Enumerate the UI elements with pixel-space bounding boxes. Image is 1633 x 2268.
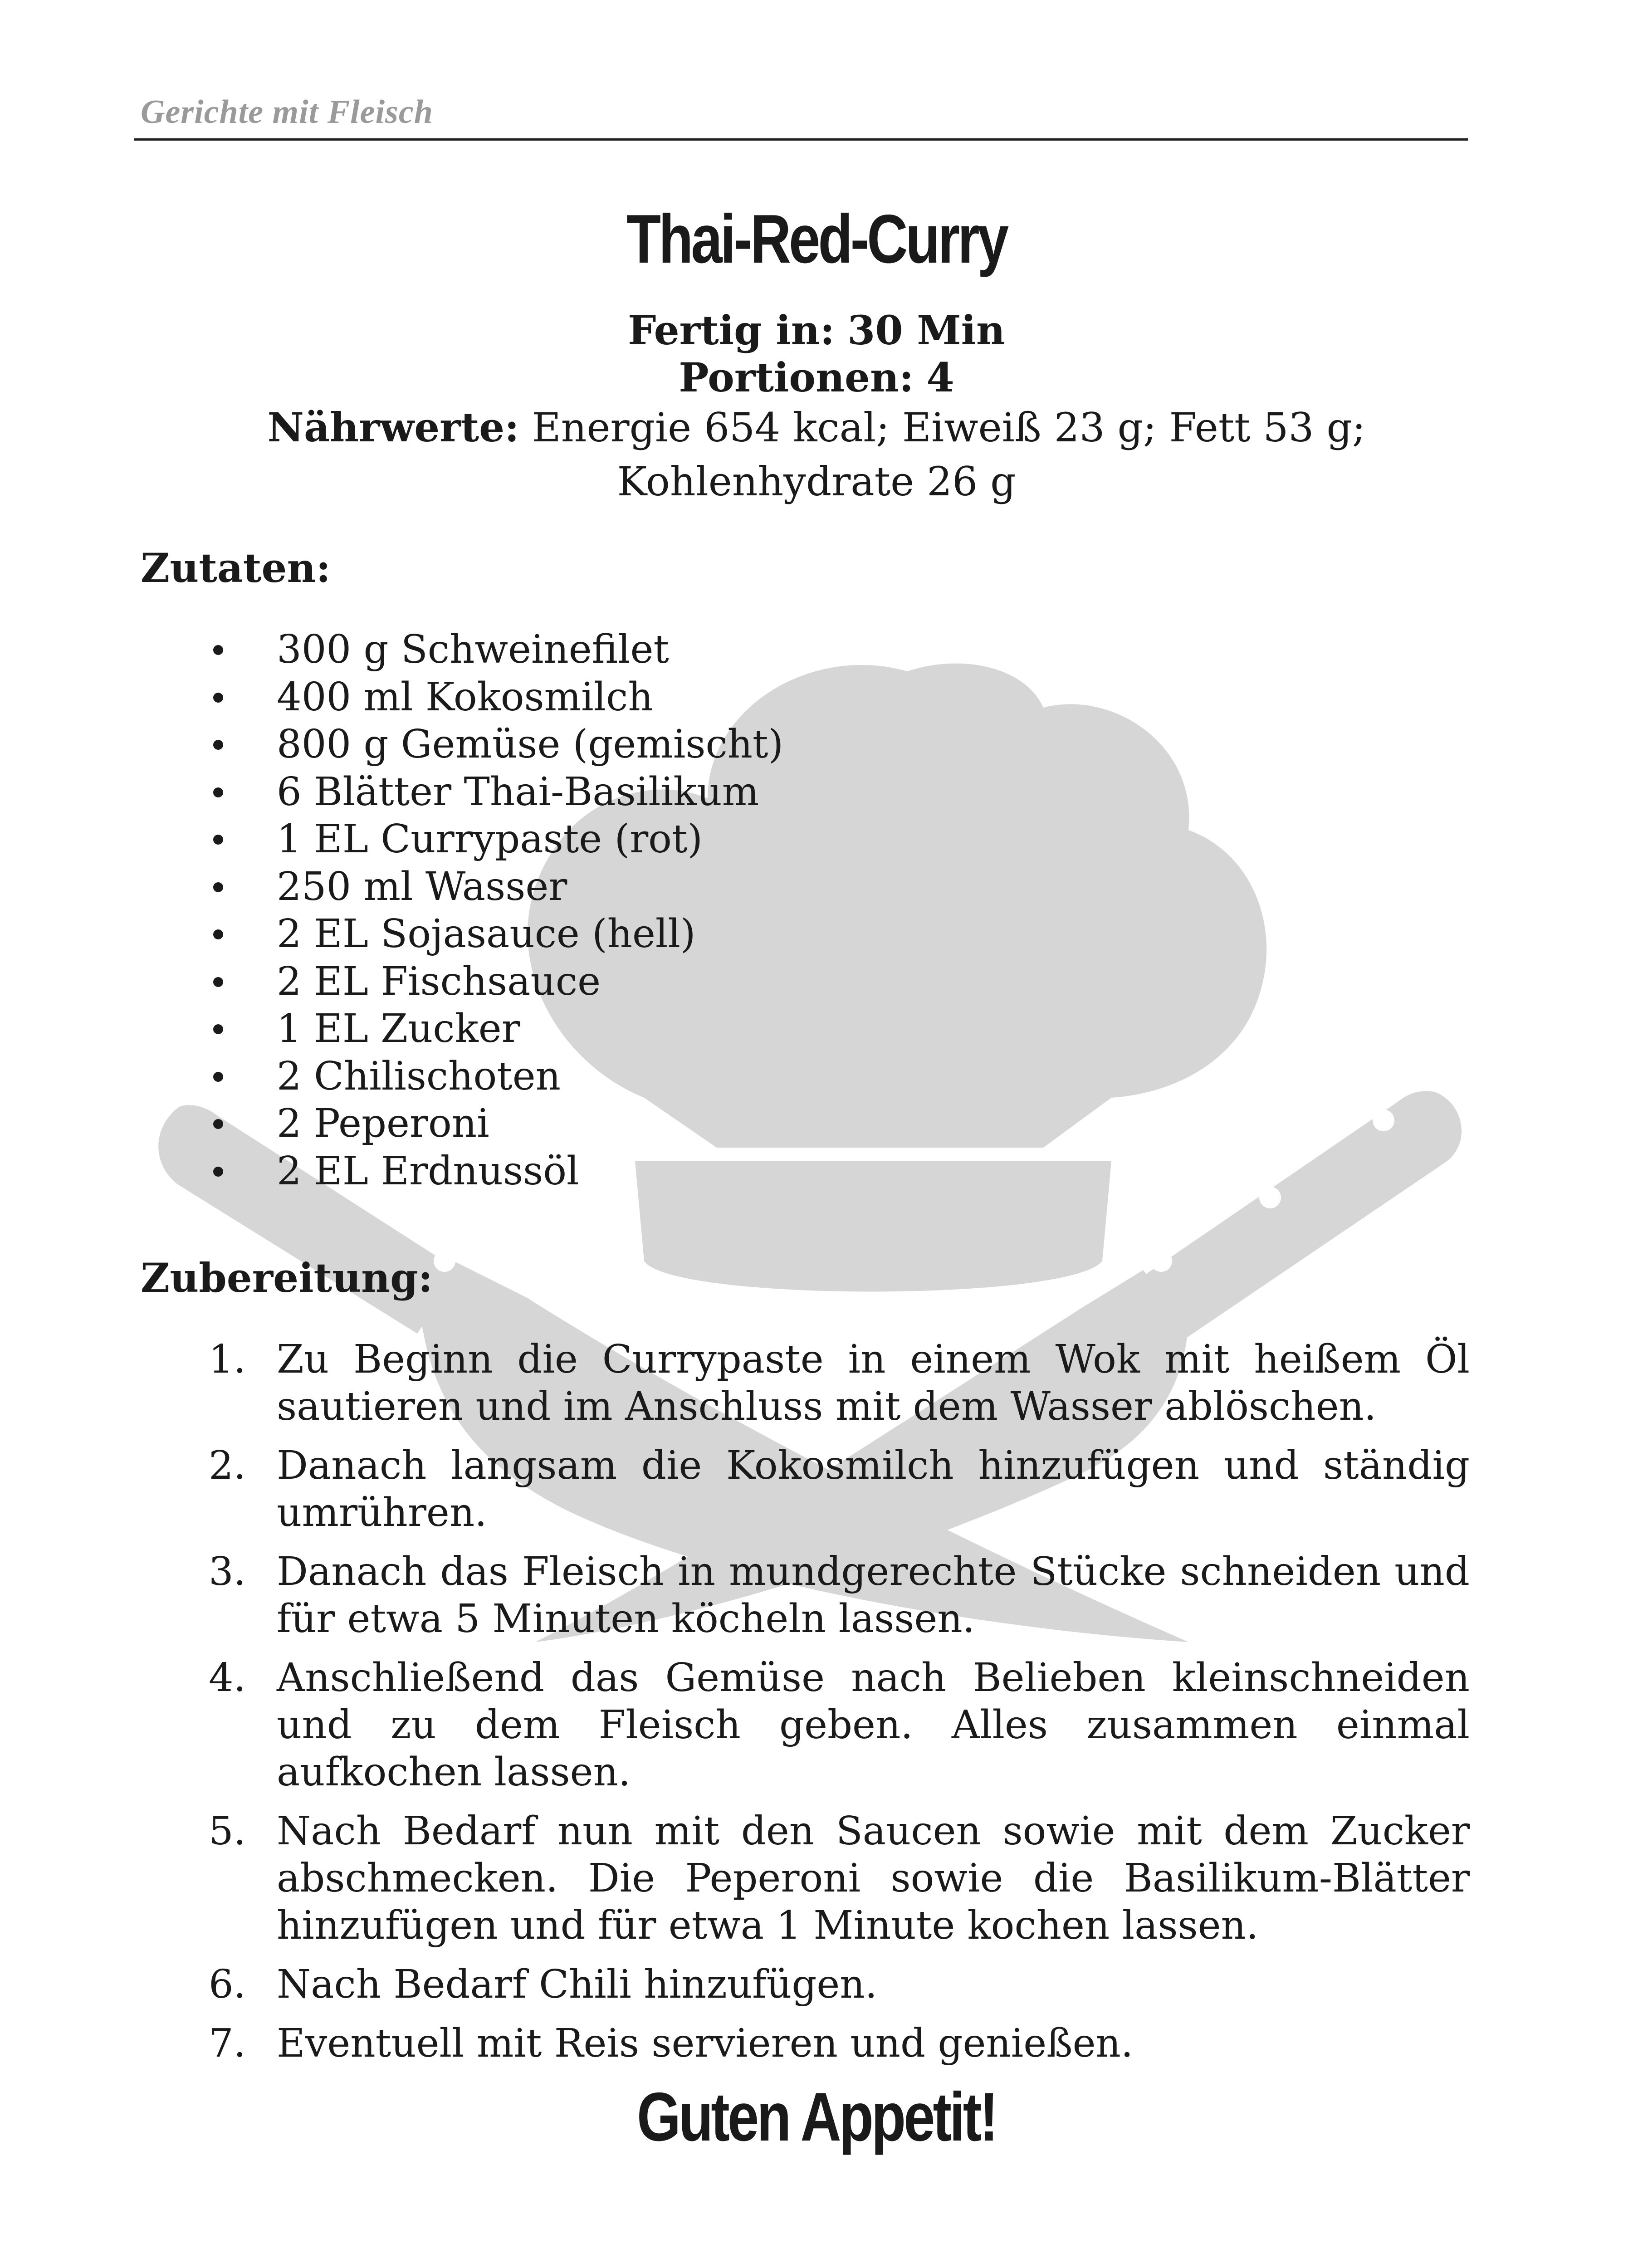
recipe-title: Thai-Red-Curry	[626, 200, 1007, 278]
closing-line: Guten Appetit!	[637, 2078, 996, 2156]
bullet-icon	[213, 787, 223, 797]
bullet-icon	[213, 929, 223, 939]
step-item	[136, 1442, 1470, 1536]
ingredient-item: 1 EL Zucker	[136, 1005, 783, 1053]
ingredient-item: 250 ml Wasser	[136, 863, 783, 911]
ready-value: 30 Min	[847, 307, 1006, 354]
bullet-icon	[213, 977, 223, 987]
step-item	[136, 2020, 1470, 2067]
bullet-icon	[213, 1119, 223, 1129]
step-text: Nach Bedarf Chili hinzufügen.	[277, 1962, 878, 2007]
step-text: Zu Beginn die Currypaste in einem Wok mit heißem Öl sautieren und im Anschluss mit dem Wasser ablöschen.	[277, 1337, 1470, 1429]
preparation-steps	[136, 1336, 1470, 2079]
ingredient-item: 400 ml Kokosmilch	[136, 674, 783, 721]
step-number: 1.	[209, 1337, 246, 1382]
step-item	[136, 1548, 1470, 1642]
ingredient-item: 2 Chilischoten	[136, 1053, 783, 1100]
ingredient-item: 2 EL Sojasauce (hell)	[136, 910, 783, 958]
ingredient-item: 2 EL Fischsauce	[136, 958, 783, 1006]
bullet-icon	[213, 1024, 223, 1034]
ingredient-item: 6 Blätter Thai-Basilikum	[136, 768, 783, 816]
bullet-icon	[213, 1072, 223, 1082]
step-number: 6.	[209, 1962, 246, 2007]
step-text: Eventuell mit Reis servieren und genießen.	[277, 2021, 1134, 2066]
bullet-icon	[213, 645, 223, 655]
ingredient-item: 800 g Gemüse (gemischt)	[136, 721, 783, 768]
servings-value: 4	[926, 354, 954, 401]
servings	[0, 354, 1633, 401]
bullet-icon	[213, 1167, 223, 1177]
ready-time	[0, 307, 1633, 354]
knife-right-handle	[1139, 1091, 1462, 1343]
bullet-icon	[213, 882, 223, 892]
ingredient-item: 1 EL Currypaste (rot)	[136, 816, 783, 863]
step-item	[136, 1961, 1470, 2008]
step-text: Anschließend das Gemüse nach Belieben kleinschneiden und zu dem Fleisch geben. Alles zusammen einmal aufkochen lassen.	[277, 1655, 1470, 1795]
step-number: 5.	[209, 1809, 246, 1854]
ingredients-heading: Zutaten:	[141, 544, 331, 591]
step-text: Danach langsam die Kokosmilch hinzufügen und ständig umrühren.	[277, 1443, 1470, 1535]
ready-label: Fertig in:	[627, 307, 835, 354]
header-divider	[134, 138, 1468, 141]
servings-label: Portionen:	[679, 354, 914, 401]
step-number: 4.	[209, 1655, 246, 1701]
ingredients-list	[136, 626, 783, 1195]
nutrition-line-2: Kohlenhydrate 26 g	[617, 458, 1016, 505]
nutrition-label: Nährwerte:	[267, 404, 519, 451]
preparation-heading: Zubereitung:	[141, 1254, 433, 1301]
step-item	[136, 1808, 1470, 1949]
bullet-icon	[213, 740, 223, 750]
step-number: 2.	[209, 1443, 246, 1488]
nutrition-line-1	[0, 404, 1633, 451]
step-text: Nach Bedarf nun mit den Saucen sowie mit dem Zucker abschmecken. Die Peperoni sowie die Basilikum-Blätter hinzufügen und für etwa 1 Minute kochen lassen.	[277, 1809, 1470, 1948]
ingredient-item: 2 Peperoni	[136, 1100, 783, 1148]
step-text: Danach das Fleisch in mundgerechte Stücke schneiden und für etwa 5 Minuten köcheln lassen.	[277, 1549, 1470, 1642]
bullet-icon	[213, 835, 223, 845]
bullet-icon	[213, 693, 223, 703]
step-item	[136, 1336, 1470, 1430]
ingredient-item: 2 EL Erdnussöl	[136, 1148, 783, 1195]
running-header: Gerichte mit Fleisch	[141, 93, 433, 131]
step-item	[136, 1654, 1470, 1796]
ingredient-item: 300 g Schweinefilet	[136, 626, 783, 674]
step-number: 7.	[209, 2021, 246, 2066]
step-number: 3.	[209, 1549, 246, 1594]
nutrition-values: Energie 654 kcal; Eiweiß 23 g; Fett 53 g;	[532, 404, 1366, 451]
